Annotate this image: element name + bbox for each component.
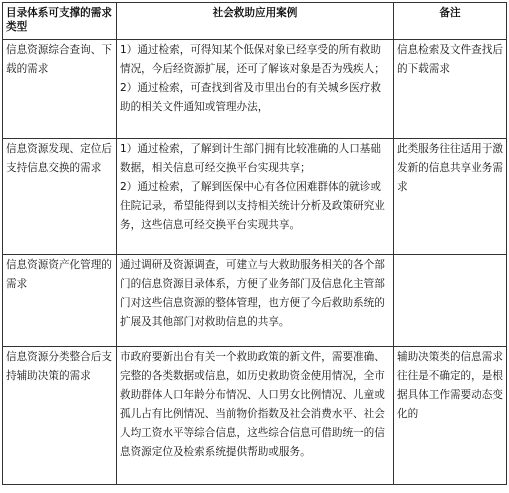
case-item: 市政府要新出台有关一个救助政策的新文件，需要准确、完整的各类数据或信息，如历史救助资金使用情况，全市救助群体人口年龄分布情况、人口男女比例情况、儿童或孤儿占有比例情况、当前物价指数及社会消费水平、社会人均工资水平等综合信息，这些综合信息可借助统一的信息资源定位及检索系统提供帮助或服务。 (120, 351, 385, 458)
table-row (3, 347, 507, 485)
case-item: 1）通过检索，可得知某个低保对象已经享受的所有救助情况，今后经资源扩展，还可了解该对象是否为残疾人； (120, 44, 385, 75)
note-cell (394, 255, 507, 347)
case-cell (117, 255, 394, 347)
case-item: 1）通过检索，了解到计生部门拥有比较准确的人口基础数据，相关信息可经交换平台实现共享； (120, 143, 381, 174)
demand-type-cell: 信息资源分类整合后支持辅助决策的需求 (3, 347, 117, 485)
note-cell: 此类服务往往适用于激发新的信息共享业务需求 (394, 139, 507, 255)
note-cell: 信息检索及文件查找后的下载需求 (394, 40, 507, 139)
social-assistance-table (2, 2, 507, 485)
header-cases: 社会救助应用案例 (117, 3, 394, 40)
case-cell (117, 40, 394, 139)
case-cell (117, 139, 394, 255)
header-demand-type: 目录体系可支撑的需求类型 (3, 3, 117, 40)
demand-type-cell: 信息资源综合查询、下载的需求 (3, 40, 117, 139)
table-row (3, 40, 507, 139)
demand-type-cell: 信息资源发现、定位后支持信息交换的需求 (3, 139, 117, 255)
case-cell (117, 347, 394, 485)
case-item: 2）通过检索，了解到医保中心有各位困难群体的就诊或住院记录，希望能得到以支持相关统计分析及政策研究业务，这些信息可经交换平台实现共享。 (120, 181, 385, 231)
header-row (3, 3, 507, 40)
header-notes: 备注 (394, 3, 507, 40)
table-row (3, 139, 507, 255)
case-item: 2）通过检索，可查找到省及市里出台的有关城乡医疗救助的相关文件通知或管理办法， (120, 82, 381, 113)
table-row (3, 255, 507, 347)
case-item: 通过调研及资源调查，可建立与大救助服务相关的各个部门的信息资源目录体系，方便了业务部门及信息化主管部门对这些信息资源的整体管理，也方便了今后救助系统的扩展及其他部门对救助信息的共享。 (120, 259, 385, 328)
note-cell: 辅助决策类的信息需求往往是不确定的，是根据具体工作需要动态变化的 (394, 347, 507, 485)
demand-type-cell: 信息资源资产化管理的需求 (3, 255, 117, 347)
